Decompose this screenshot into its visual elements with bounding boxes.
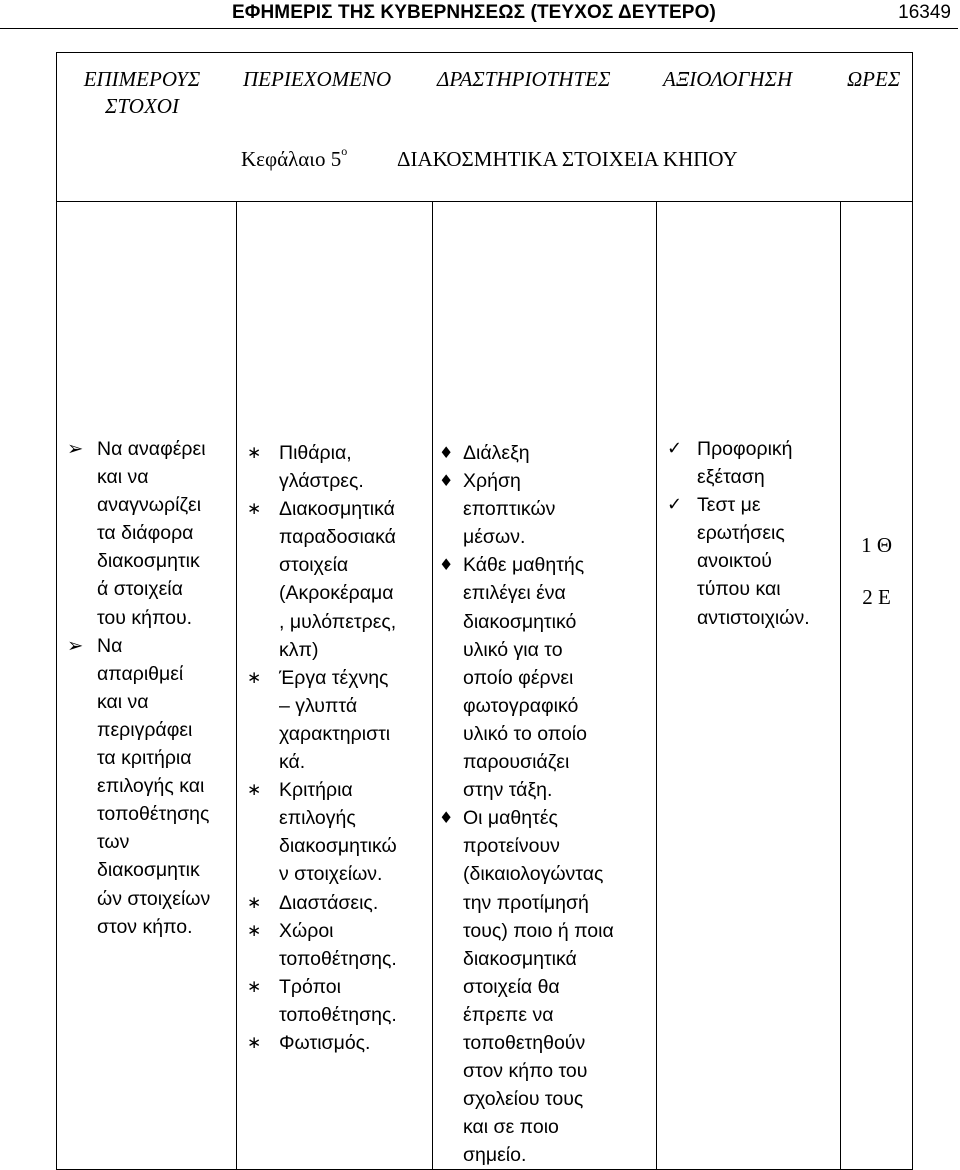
activity-item-line: οποίο φέρνει bbox=[463, 666, 574, 689]
bullet-icon: ✓ bbox=[667, 438, 683, 459]
chapter-label: Κεφάλαιο $5^o$ bbox=[241, 144, 348, 171]
activity-item-line: στην τάξη. bbox=[463, 779, 553, 802]
objective-item-line: των bbox=[97, 831, 130, 854]
content-item-line: γλάστρες. bbox=[279, 470, 364, 493]
objective-item-line: Να bbox=[97, 634, 123, 657]
objectives-list bbox=[67, 435, 236, 941]
bullet-icon: ♦ bbox=[439, 808, 454, 828]
header-objectives: ΕΠΙΜΕΡΟΥΣ ΣΤΟΧΟΙ bbox=[83, 67, 201, 118]
table-header-cell bbox=[57, 53, 913, 202]
objective-item-line: του κήπου. bbox=[97, 606, 193, 629]
activity-item-line: μέσων. bbox=[463, 526, 526, 549]
bullet-icon: ♦ bbox=[439, 471, 454, 491]
activity-item bbox=[439, 439, 656, 467]
activity-item-line: στον κήπο του bbox=[463, 1060, 588, 1083]
content-item-line: τοποθέτησης. bbox=[279, 1003, 397, 1026]
activity-item-line: διακοσμητικά bbox=[463, 947, 577, 970]
objective-item-line: στον κήπο. bbox=[97, 915, 193, 938]
activity-item-line: την προτίμησή bbox=[463, 891, 589, 914]
activity-item-line: σχολείου τους bbox=[463, 1088, 584, 1111]
bullet-icon: ∗ bbox=[247, 780, 262, 801]
content-item-line: (Ακροκέραμα bbox=[279, 582, 394, 605]
objective-item bbox=[67, 632, 236, 941]
activity-item-line: υλικό για το bbox=[463, 638, 563, 661]
activity-item-line: φωτογραφικό bbox=[463, 694, 579, 717]
bullet-icon: ∗ bbox=[247, 1032, 262, 1053]
activity-item-line: Κάθε μαθητής bbox=[463, 554, 585, 577]
bullet-icon: ♦ bbox=[439, 443, 454, 462]
content-item bbox=[243, 664, 432, 776]
running-title: ΕΦΗΜΕΡΙΣ ΤΗΣ ΚΥΒΕΡΝΗΣΕΩΣ (ΤΕΥΧΟΣ ΔΕΥΤΕΡΟ) bbox=[232, 2, 716, 23]
content-item bbox=[243, 973, 432, 1029]
objective-item-line: τοποθέτησης bbox=[97, 803, 210, 826]
content-item-line: ν στοιχείων. bbox=[279, 863, 383, 886]
evaluation-item-line: Τεστ με bbox=[697, 494, 761, 517]
content-item-line: Έργα τέχνης bbox=[279, 666, 389, 689]
objective-item-line: αναγνωρίζει bbox=[97, 494, 202, 517]
content-item-line: Πιθάρια, bbox=[279, 442, 352, 464]
objective-item-line: και να bbox=[97, 466, 149, 489]
content-cell bbox=[237, 202, 433, 1170]
evaluation-list bbox=[667, 435, 840, 632]
activity-item-line: Διάλεξη bbox=[463, 442, 530, 464]
activity-item-line: Οι μαθητές bbox=[463, 807, 558, 830]
objective-item-line: επιλογής και bbox=[97, 775, 205, 798]
activity-item-line: σημείο. bbox=[463, 1144, 527, 1167]
header-content: ΠΕΡΙΕΧΟΜΕΝΟ bbox=[243, 67, 392, 91]
activity-item-line: Χρήση bbox=[463, 470, 521, 493]
bullet-icon: ∗ bbox=[247, 976, 262, 997]
evaluation-cell bbox=[657, 202, 841, 1170]
content-item-line: Κριτήρια bbox=[279, 779, 353, 802]
chapter-superscript: ο bbox=[341, 144, 348, 158]
content-item-line: Χώροι bbox=[279, 919, 334, 942]
hours-value: 1 Θ bbox=[861, 533, 892, 557]
bullet-icon: ∗ bbox=[247, 499, 262, 520]
header-hours: ΩΡΕΣ bbox=[847, 67, 901, 91]
content-item-line: διακοσμητικώ bbox=[279, 835, 397, 858]
chapter-title: ΔΙΑΚΟΣΜΗΤΙΚΑ ΣΤΟΙΧΕΙΑ ΚΗΠΟΥ bbox=[397, 147, 738, 171]
header-evaluation: ΑΞΙΟΛΟΓΗΣΗ bbox=[663, 67, 793, 91]
activity-item-line: έπρεπε να bbox=[463, 1003, 554, 1026]
activity-item-line: επιλέγει ένα bbox=[463, 582, 566, 605]
activity-item bbox=[439, 804, 656, 1169]
bullet-icon: ∗ bbox=[247, 443, 262, 463]
bullet-icon: ✓ bbox=[667, 494, 683, 516]
hours-cell bbox=[841, 202, 913, 1170]
header-activities: ΔΡΑΣΤΗΡΙΟΤΗΤΕΣ bbox=[437, 67, 611, 91]
content-item-line: στοιχεία bbox=[279, 554, 349, 577]
objective-item-line: Να αναφέρει bbox=[97, 438, 206, 460]
evaluation-item-line: ερωτήσεις bbox=[697, 522, 785, 545]
activity-item-line: προτείνουν bbox=[463, 835, 560, 858]
activity-item-line: παρουσιάζει bbox=[463, 751, 570, 774]
objective-item-line: διακοσμητικ bbox=[97, 859, 200, 882]
content-item bbox=[243, 1029, 432, 1057]
evaluation-item bbox=[667, 491, 840, 631]
content-item-line: επιλογής bbox=[279, 807, 356, 830]
content-item-line: Φωτισμός. bbox=[279, 1031, 371, 1054]
activity-item-line: τοποθετηθούν bbox=[463, 1031, 586, 1054]
objective-item-line: και να bbox=[97, 690, 149, 713]
objective-item-line: περιγράφει bbox=[97, 718, 193, 741]
objective-item-line: ά στοιχεία bbox=[97, 578, 183, 601]
content-item-line: – γλυπτά bbox=[279, 694, 358, 717]
objective-item-line: τα διάφορα bbox=[97, 522, 194, 545]
content-item-line: κά. bbox=[279, 751, 306, 774]
objective-item-line: απαριθμεί bbox=[97, 662, 184, 685]
evaluation-item-line: αντιστοιχιών. bbox=[697, 606, 810, 629]
activities-cell bbox=[433, 202, 657, 1170]
content-item-line: , μυλόπετρες, bbox=[279, 610, 397, 633]
evaluation-item-line: Προφορική bbox=[697, 438, 793, 460]
content-item-line: παραδοσιακά bbox=[279, 526, 396, 549]
content-item-line: Διακοσμητικά bbox=[279, 498, 395, 521]
evaluation-item bbox=[667, 435, 840, 491]
activity-item-line: και σε ποιο bbox=[463, 1116, 559, 1139]
hours-list bbox=[841, 202, 912, 623]
activity-item-line: τους) ποιο ή ποια bbox=[463, 919, 614, 942]
content-item bbox=[243, 495, 432, 664]
objective-item-line: ών στοιχείων bbox=[97, 887, 211, 910]
bullet-icon: ∗ bbox=[247, 667, 262, 688]
content-item bbox=[243, 889, 432, 917]
activity-item-line: διακοσμητικό bbox=[463, 610, 577, 633]
evaluation-item-line: τύπου και bbox=[697, 578, 781, 601]
curriculum-table bbox=[56, 52, 913, 1170]
objective-item-line: διακοσμητικ bbox=[97, 550, 200, 573]
objective-item-line: τα κριτήρια bbox=[97, 747, 192, 770]
activities-list bbox=[439, 439, 656, 1169]
objectives-cell bbox=[57, 202, 237, 1170]
activity-item-line: υλικό το οποίο bbox=[463, 722, 587, 745]
bullet-icon: ♦ bbox=[439, 555, 454, 575]
content-item-line: τοποθέτησης. bbox=[279, 947, 397, 970]
evaluation-item-line: εξέταση bbox=[697, 466, 765, 489]
content-item-line: Διαστάσεις. bbox=[279, 891, 379, 914]
content-list bbox=[243, 439, 432, 1057]
content-item bbox=[243, 776, 432, 888]
bullet-icon: ➢ bbox=[67, 438, 84, 460]
activity-item-line: στοιχεία θα bbox=[463, 975, 560, 998]
content-item-line: κλπ) bbox=[279, 638, 319, 661]
content-item bbox=[243, 917, 432, 973]
content-item-line: χαρακτηριστι bbox=[279, 722, 391, 745]
bullet-icon: ∗ bbox=[247, 920, 262, 941]
objective-item bbox=[67, 435, 236, 632]
activity-item bbox=[439, 551, 656, 804]
page-header bbox=[0, 0, 958, 29]
activity-item-line: εποπτικών bbox=[463, 498, 556, 521]
bullet-icon: ➢ bbox=[67, 634, 84, 657]
content-item bbox=[243, 439, 432, 495]
content-item-line: Τρόποι bbox=[279, 975, 341, 998]
hours-value: 2 Ε bbox=[862, 585, 891, 609]
evaluation-item-line: ανοικτού bbox=[697, 550, 772, 573]
activity-item-line: (δικαιολογώντας bbox=[463, 863, 604, 886]
activity-item bbox=[439, 467, 656, 551]
page-number: 16349 bbox=[898, 2, 951, 23]
bullet-icon: ∗ bbox=[247, 892, 262, 913]
